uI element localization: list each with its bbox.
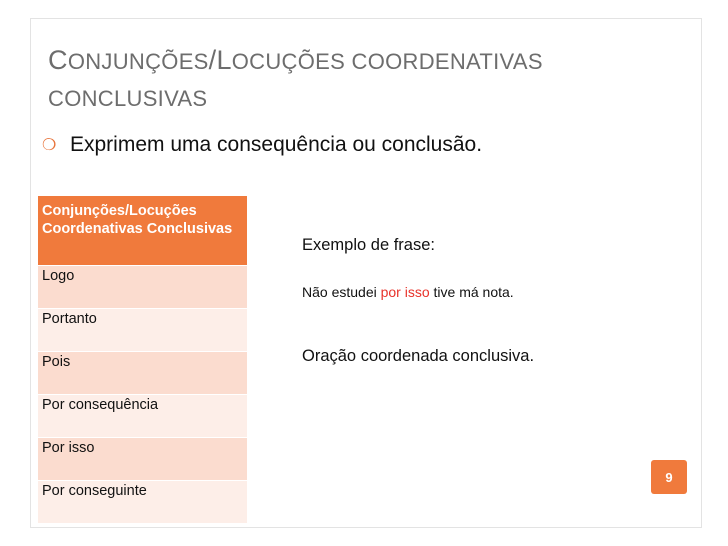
bullet-item — [42, 133, 482, 157]
orange-bullet-icon: ❍ — [42, 137, 57, 154]
conjunctions-table — [38, 196, 247, 524]
table-cell: Logo — [38, 265, 247, 308]
sentence-highlight: por isso — [380, 284, 430, 300]
title-word-locucoes: OCUÇÕES COORDENATIVAS — [231, 49, 543, 74]
slide-title — [48, 40, 688, 116]
title-line-2: CONCLUSIVAS — [48, 85, 208, 111]
example-title: Exemplo de frase: — [302, 236, 435, 254]
example-sentence — [302, 284, 514, 300]
table-cell: Portanto — [38, 308, 247, 351]
table-row — [38, 437, 247, 480]
table-row — [38, 480, 247, 523]
table-row — [38, 394, 247, 437]
title-cap-l: /L — [208, 45, 232, 75]
table-row — [38, 308, 247, 351]
bullet-text: Exprimem uma consequência ou conclusão. — [70, 133, 483, 156]
table-row — [38, 351, 247, 394]
title-word-conjuncoes: ONJUNÇÕES — [67, 49, 209, 74]
page-number-badge: 9 — [651, 460, 687, 494]
table-cell: Por conseguinte — [38, 480, 247, 523]
sentence-start: Não estudei — [302, 284, 381, 300]
title-cap-c: C — [48, 45, 68, 75]
table-row — [38, 265, 247, 308]
table-cell: Por isso — [38, 437, 247, 480]
table-header: Conjunções/Locuções Coordenativas Conclusivas — [38, 196, 247, 265]
table-cell: Por consequência — [38, 394, 247, 437]
table-cell: Pois — [38, 351, 247, 394]
sentence-end: tive má nota. — [429, 284, 514, 300]
example-conclusion: Oração coordenada conclusiva. — [302, 347, 535, 365]
